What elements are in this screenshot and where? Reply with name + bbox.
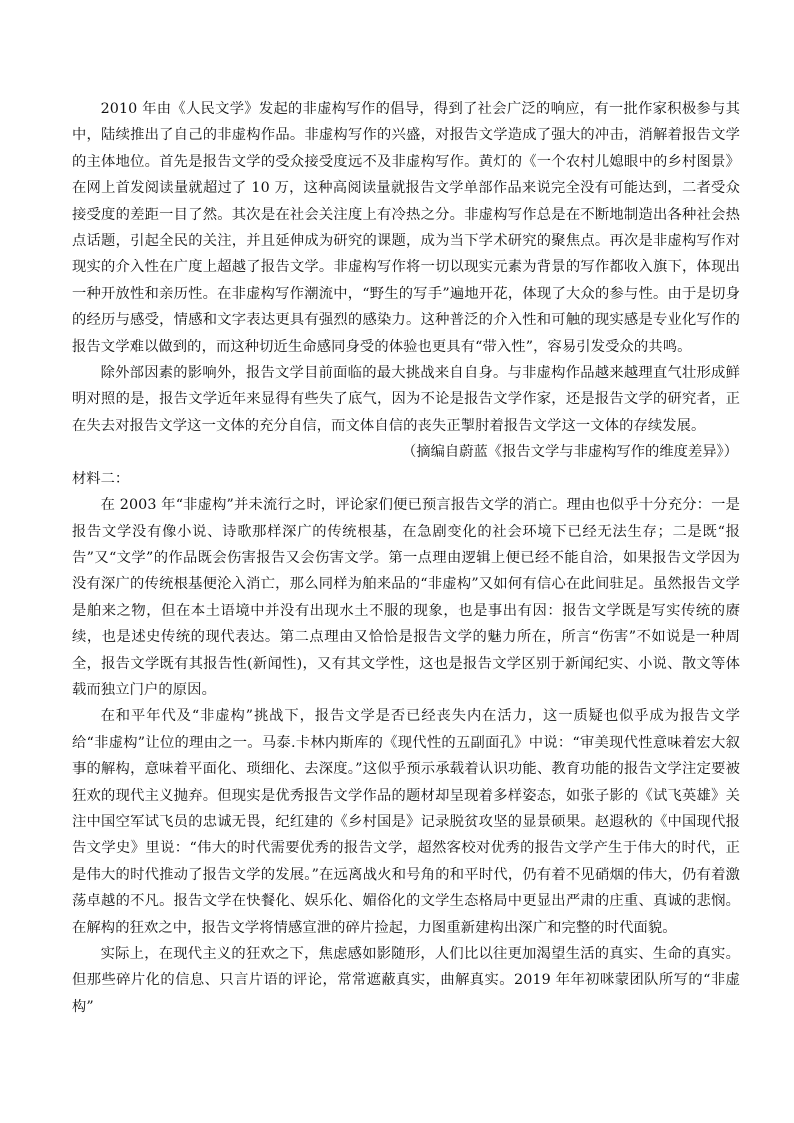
paragraph: 实际上，在现代主义的狂欢之下，焦虑感如影随形，人们比以往更加渴望生活的真实、生命的真实。但那些碎片化的信息、只言片语的评论，常常遮蔽真实，曲解真实。2019 年年初咪蒙团队所写的“非虚构” <box>72 946 740 1015</box>
section-heading: 材料二： <box>72 470 130 487</box>
paragraph: 除外部因素的影响外，报告文学目前面临的最大挑战来自自身。与非虚构作品越来越理直气壮形成鲜明对照的是，报告文学近年来显得有些失了底气，因为不论是报告文学作家，还是报告文学的研究者，正在失去对报告文学这一文体的充分自信，而文体自信的丧失正掣肘着报告文学这一文体的存续发展。 <box>72 365 740 434</box>
paragraph: 在和平年代及“非虚构”挑战下，报告文学是否已经丧失内在活力，这一质疑也似乎成为报告文学给“非虚构”让位的理由之一。马泰.卡林内斯库的《现代性的五副面孔》中说：“审美现代性意味着宏大叙事的解构，意味着平面化、琐细化、去深度。”这似乎预示承载着认识功能、教育功能的报告文学注定要被狂欢的现代主义抛弃。但现实是优秀报告文学作品的题材却呈现着多样姿态，如张子影的《试飞英雄》关注中国空军试飞员的忠诚无畏，纪红建的《乡村国是》记录脱贫攻坚的显景硕果。赵遐秋的《中国现代报告文学史》里说：“伟大的时代需要优秀的报告文学，超然客校对优秀的报告文学产生于伟大的时代，正是伟大的时代推动了报告文学的发展。”在远离战火和号角的和平时代，仍有着不见硝烟的伟大，仍有着激荡卓越的不凡。报告文学在快餐化、娱乐化、媚俗化的文学生态格局中更显出严肃的庄重、真诚的悲悯。在解构的狂欢之中，报告文学将情感宣泄的碎片捡起，力图重新建构出深广和完整的时代面貌。 <box>72 708 740 936</box>
paragraph: 在 2003 年“非虚构”并未流行之时，评论家们便已预言报告文学的消亡。理由也似乎十分充分：一是报告文学没有像小说、诗歌那样深广的传统根基，在急剧变化的社会环境下已经无法生存；二是既“报告”又“文学”的作品既会伤害报告又会伤害文学。第一点理由逻辑上便已经不能自洽，如果报告文学因为没有深广的传统根基便沦入消亡，那么同样为舶来品的“非虚构”又如何有信心在此间驻足。虽然报告文学是舶来之物，但在本土语境中并没有出现水土不服的现象，也是事出有因：报告文学既是写实传统的赓续，也是述史传统的现代表达。第二点理由又恰恰是报告文学的魅力所在，所言“伤害”不如说是一种周全，报告文学既有其报告性(新闻性)，又有其文学性，这也是报告文学区别于新闻纪实、小说、散文等体载而独立门户的原因。 <box>72 497 740 698</box>
paragraph: 2010 年由《人民文学》发起的非虚构写作的倡导，得到了社会广泛的响应，有一批作家积极参与其中，陆续推出了自己的非虚构作品。非虚构写作的兴盛，对报告文学造成了强大的冲击，消解着报告文学的主体地位。首先是报告文学的受众接受度远不及非虚构写作。黄灯的《一个农村儿媳眼中的乡村图景》在网上首发阅读量就超过了 10 万，这种高阅读量就报告文学单部作品来说完全没有可能达到，二者受众接受度的差距一目了然。其次是在社会关注度上有冷热之分。非虚构写作总是在不断地制造出各种社会热点话题，引起全民的关注，并且延伸成为研究的课题，成为当下学术研究的聚焦点。再次是非虚构写作对现实的介入性在广度上超越了报告文学。非虚构写作将一切以现实元素为背景的写作都收入旗下，体现出一种开放性和亲历性。在非虚构写作潮流中，“野生的写手”遍地开花，体现了大众的参与性。由于是切身的经历与感受，情感和文字表达更具有强烈的感染力。这种普泛的介入性和可触的现实感是专业化写作的报告文学难以做到的，而这种切近生命感同身受的体验也更具有“带入性”，容易引发受众的共鸣。 <box>72 101 740 355</box>
document-body <box>72 96 740 1020</box>
source-citation: （摘编自蔚蓝《报告文学与非虚构写作的维度差异》） <box>402 444 738 461</box>
